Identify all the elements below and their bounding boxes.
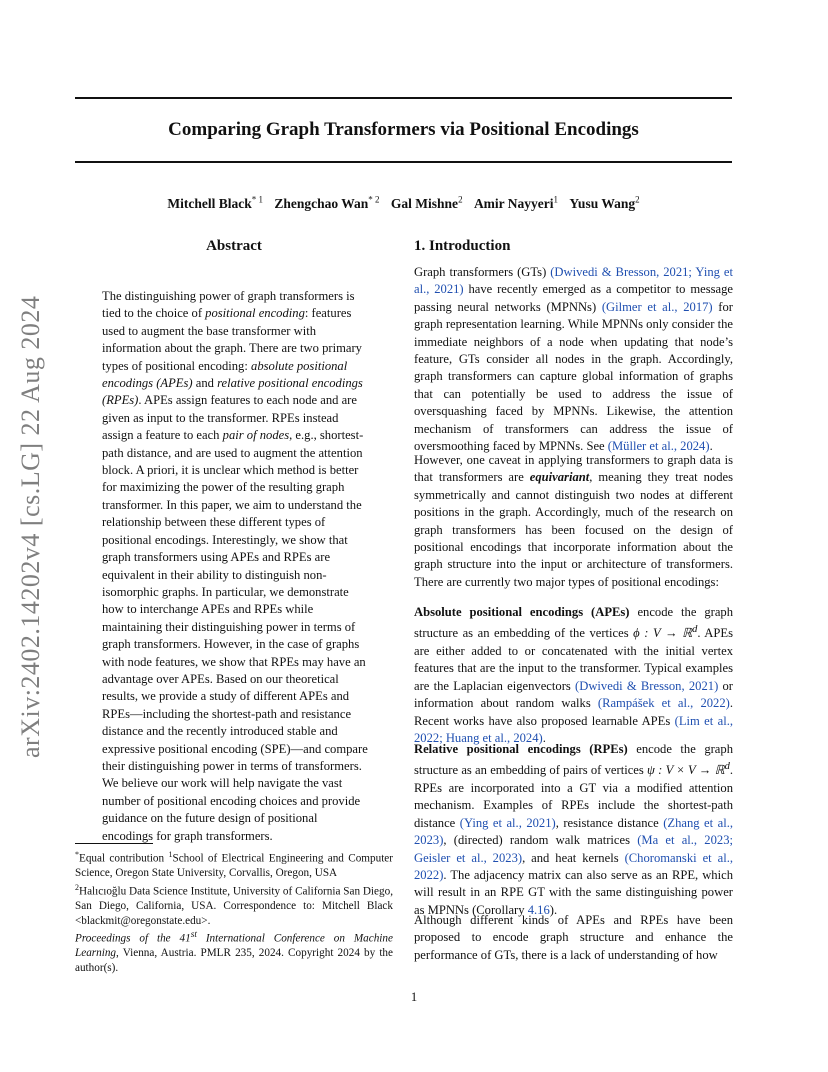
title-rule-top [75, 97, 732, 99]
author-list [75, 190, 732, 213]
introduction-heading: 1. Introduction [414, 238, 511, 254]
author: Gal Mishne$^2$ [390, 194, 463, 211]
citation-link[interactable]: (Zhang et al., 2023) [414, 815, 733, 848]
author: Zhengchao Wan$^{* 2}$ [274, 194, 380, 211]
citation-link[interactable]: (Ying et al., 2021) [459, 815, 556, 830]
intro-paragraph-2: However, one caveat in applying transformers to graph data is that transformers are equivariant, meaning they treat nodes symmetrically and cannot distinguish two nodes at different positions in the graph. Accordingly, much of the research on graph transformers has been focused on the design of positional encodings that incorporate information about the graph structure into the input or architecture of transformers. There are currently two major types of positional encodings: [414, 453, 733, 589]
citation-link[interactable]: (Müller et al., 2024) [607, 439, 710, 454]
arxiv-stamp: arXiv:2402.14202v4 [cs.LG] 22 Aug 2024 [16, 295, 45, 758]
abstract-heading: Abstract [206, 238, 262, 254]
intro-paragraph-3: Absolute positional encodings (APEs) encode the graph structure as an embedding of the vertices ϕ : V → ℝ$^d$. APEs are either added to or concatenated with the initial vertex features that are the input to the transformer. Typical examples are the Laplacian eigenvectors (Dwivedi & Bresson, 2021) or information about random walks (Rampášek et al., 2022). Recent works have also proposed learnable APEs (Lim et al., 2022; Huang et al., 2024). [414, 605, 734, 746]
intro-paragraph-5: Although different kinds of APEs and RPEs have been proposed to encode graph structure and enhance the performance of GTs, there is a lack of understanding of how [414, 913, 733, 962]
citation-link[interactable]: (Choromanski et al., 2022) [414, 850, 733, 883]
citation-link[interactable]: (Dwivedi & Bresson, 2021) [575, 678, 719, 693]
author: Mitchell Black$^{* 1}$ [167, 194, 263, 211]
citation-link[interactable]: (Ma et al., 2023; Geisler et al., 2023) [414, 833, 733, 865]
citation-link[interactable]: (Gilmer et al., 2017) [601, 299, 713, 314]
intro-paragraph-4: Relative positional encodings (RPEs) encode the graph structure as an embedding of pairs of vertices ψ : V × V → ℝ$^d$. RPEs are incorporated into a GT via a modified attention mechanism. Examples of RPEs include the shortest-path distance (Ying et al., 2021), resistance distance (Zhang et al., 2023), (directed) random walk matrices (Ma et al., 2023; Geisler et al., 2023), and heat kernels (Choromanski et al., 2022). The adjacency matrix can also serve as an RPE, which will result in an RPE GT with the same distinguishing power as MPNNs (Corollary 4.16). [414, 742, 733, 917]
author: Amir Nayyeri$^1$ [473, 194, 559, 211]
intro-paragraph-1: Graph transformers (GTs) (Dwivedi & Bresson, 2021; Ying et al., 2021) have recently emerged as a competitor to message passing neural networks (MPNNs) (Gilmer et al., 2017) for graph representation learning. While MPNNs only consider the immediate neighbors of a node when updating that node’s feature, GTs consider all nodes in the graph. Accordingly, graph transformers can capture global information of graphs that can potentially be used to address the issue of oversquashing faced by MPNNs. Likewise, the attention mechanism of transformers can address the issue of oversmoothing faced by MPNNs. See (Müller et al., 2024). [414, 265, 733, 454]
citation-link[interactable]: (Dwivedi & Bresson, 2021; Ying et al., 2021) [414, 265, 733, 297]
page-number: 1 [410, 990, 418, 1004]
citation-link[interactable]: (Lim et al., 2022; Huang et al., 2024) [414, 713, 733, 746]
citation-link[interactable]: 4.16 [527, 902, 550, 917]
abstract-text: The distinguishing power of graph transformers is tied to the choice of positional encoding: features used to augment the base transformer with information about the graph. There are two primary types of positional encoding: absolute positional encodings (APEs) and relative positional encodings (RPEs). APEs assign features to each node and are given as input to the transformer. RPEs instead assign a feature to each pair of nodes, e.g., shortest-path distance, and are used to augment the attention block. A priori, it is unclear which method is better for maximizing the power of the resulting graph transformer. In this paper, we aim to understand the relationship between these different types of positional encodings. Interestingly, we show that graph transformers using APEs and RPEs are equivalent in their ability to distinguish non-isomorphic graphs. In particular, we demonstrate how to interchange APEs and RPEs while maintaining their distinguishing power in terms of graph transformers. However, in the case of graphs with node features, we show that RPEs may have an advantage over APEs. Based on our theoretical results, we provide a study of different APEs and RPEs—including the shortest-path and resistance distance and the recently introduced stable and expressive positional encoding (SPE)—and compare their distinguishing power in terms of transformers. We believe our work will help navigate the vast number of positional encoding choices and provide guidance on the future design of positional encodings for graph transformers. [102, 289, 368, 843]
proceedings-note: Proceedings of the 41st International Conference on Machine Learning, Vienna, Austria. PMLR 235, 2024. Copyright 2024 by the author(s). [75, 930, 393, 974]
title-rule-bottom [75, 161, 732, 163]
affiliations-footnote: *Equal contribution $^1$School of Electrical Engineering and Computer Science, Oregon State University, Corvallis, Oregon, USA $^2$Halıcıoğlu Data Science Institute, University of California San Diego, San Diego, California, USA. Correspondence to: Mitchell Black <blackmit@oregonstate.edu>. [75, 850, 393, 927]
citation-link[interactable]: (Rampášek et al., 2022) [597, 696, 730, 711]
footnote-rule [75, 843, 153, 844]
author: Yusu Wang$^2$ [569, 194, 640, 211]
paper-title: Comparing Graph Transformers via Positional Encodings [168, 119, 639, 140]
